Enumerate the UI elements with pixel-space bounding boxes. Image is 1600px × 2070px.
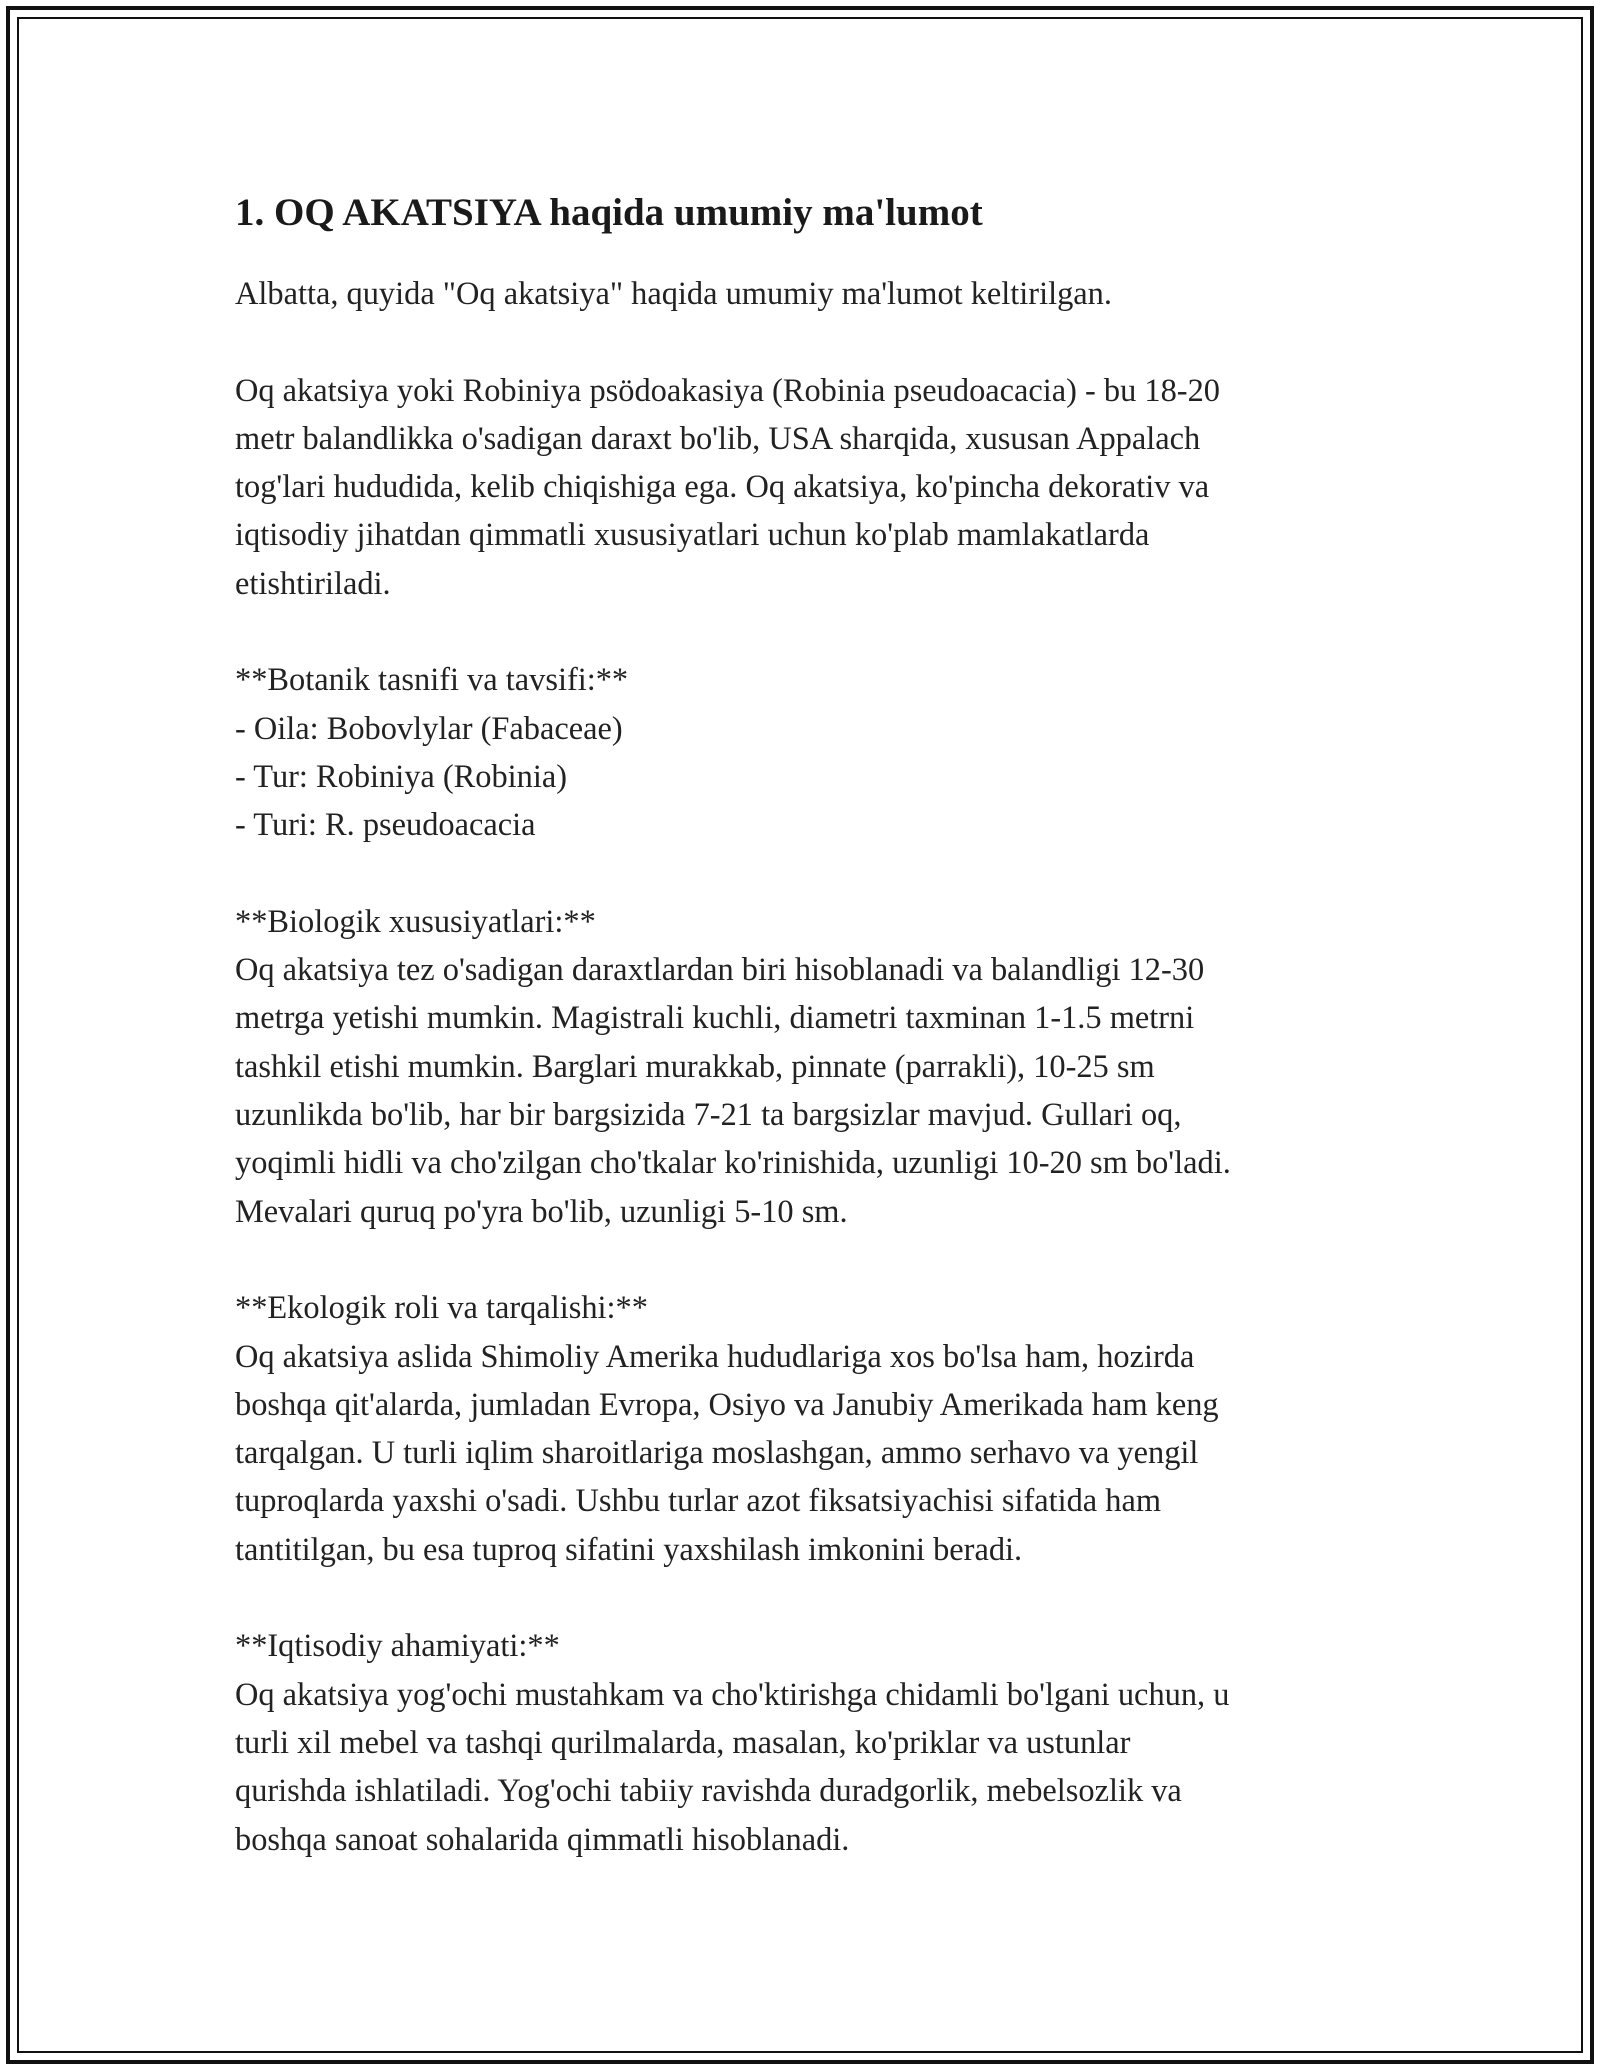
intro-paragraph: Albatta, quyida "Oq akatsiya" haqida umumiy ma'lumot keltirilgan. [235, 276, 1112, 312]
document-content [235, 186, 1385, 1864]
paragraph-spacer [235, 1574, 1385, 1622]
biological-heading: **Biologik xususiyatlari:** [235, 903, 596, 940]
botanical-item-family: - Oila: Bobovlylar (Fabaceae) [235, 710, 623, 747]
document-body [235, 270, 1385, 1864]
paragraph-spacer [235, 1236, 1385, 1284]
paragraph-spacer [235, 850, 1385, 898]
paragraph-spacer [235, 608, 1385, 656]
botanical-item-species: - Turi: R. pseudoacacia [235, 807, 536, 844]
botanical-item-genus: - Tur: Robiniya (Robinia) [235, 758, 568, 795]
economic-paragraph: Oq akatsiya yog'ochi mustahkam va cho'ktirishga chidamli bo'lgani uchun, u turli xil mebel va tashqi qurilmalarda, masalan, ko'priklar va ustunlar qurishda ishlatiladi. Yog'ochi tabiiy ravishda duradgorlik, mebelsozlik va boshqa sanoat sohalarida qimmatli hisoblanadi. [235, 1676, 1230, 1858]
document-title: 1. OQ AKATSIYA haqida umumiy ma'lumot [235, 191, 983, 234]
overview-paragraph: Oq akatsiya yoki Robiniya psödoakasiya (Robinia pseudoacacia) - bu 18-20 metr balandlikka o'sadigan daraxt bo'lib, USA sharqida, xususan Appalach tog'lari hududida, kelib chiqishiga ega. Oq akatsiya, ko'pincha dekorativ va iqtisodiy jihatdan qimmatli xususiyatlari uchun ko'plab mamlakatlarda etishtiriladi. [235, 372, 1220, 602]
ecological-heading: **Ekologik roli va tarqalishi:** [235, 1290, 648, 1327]
paragraph-spacer [235, 318, 1385, 366]
ecological-paragraph: Oq akatsiya aslida Shimoliy Amerika hududlariga xos bo'lsa ham, hozirda boshqa qit'alarda, jumladan Evropa, Osiyo va Janubiy Amerikada ham keng tarqalgan. U turli iqlim sharoitlariga moslashgan, ammo serhavo va yengil tuproqlarda yaxshi o'sadi. Ushbu turlar azot fiksatsiyachisi sifatida ham tantitilgan, bu esa tuproq sifatini yaxshilash imkonini beradi. [235, 1338, 1219, 1568]
economic-heading: **Iqtisodiy ahamiyati:** [235, 1628, 560, 1665]
botanical-heading: **Botanik tasnifi va tavsifi:** [235, 662, 629, 699]
biological-paragraph: Oq akatsiya tez o'sadigan daraxtlardan biri hisoblanadi va balandligi 12-30 metrga yetishi mumkin. Magistrali kuchli, diametri taxminan 1-1.5 metrni tashkil etishi mumkin. Barglari murakkab, pinnate (parrakli), 10-25 sm uzunlikda bo'lib, har bir bargsizida 7-21 ta bargsizlar mavjud. Gullari oq, yoqimli hidli va cho'zilgan cho'tkalar ko'rinishida, uzunligi 10-20 sm bo'ladi. Mevalari quruq po'yra bo'lib, uzunligi 5-10 sm. [235, 952, 1231, 1230]
